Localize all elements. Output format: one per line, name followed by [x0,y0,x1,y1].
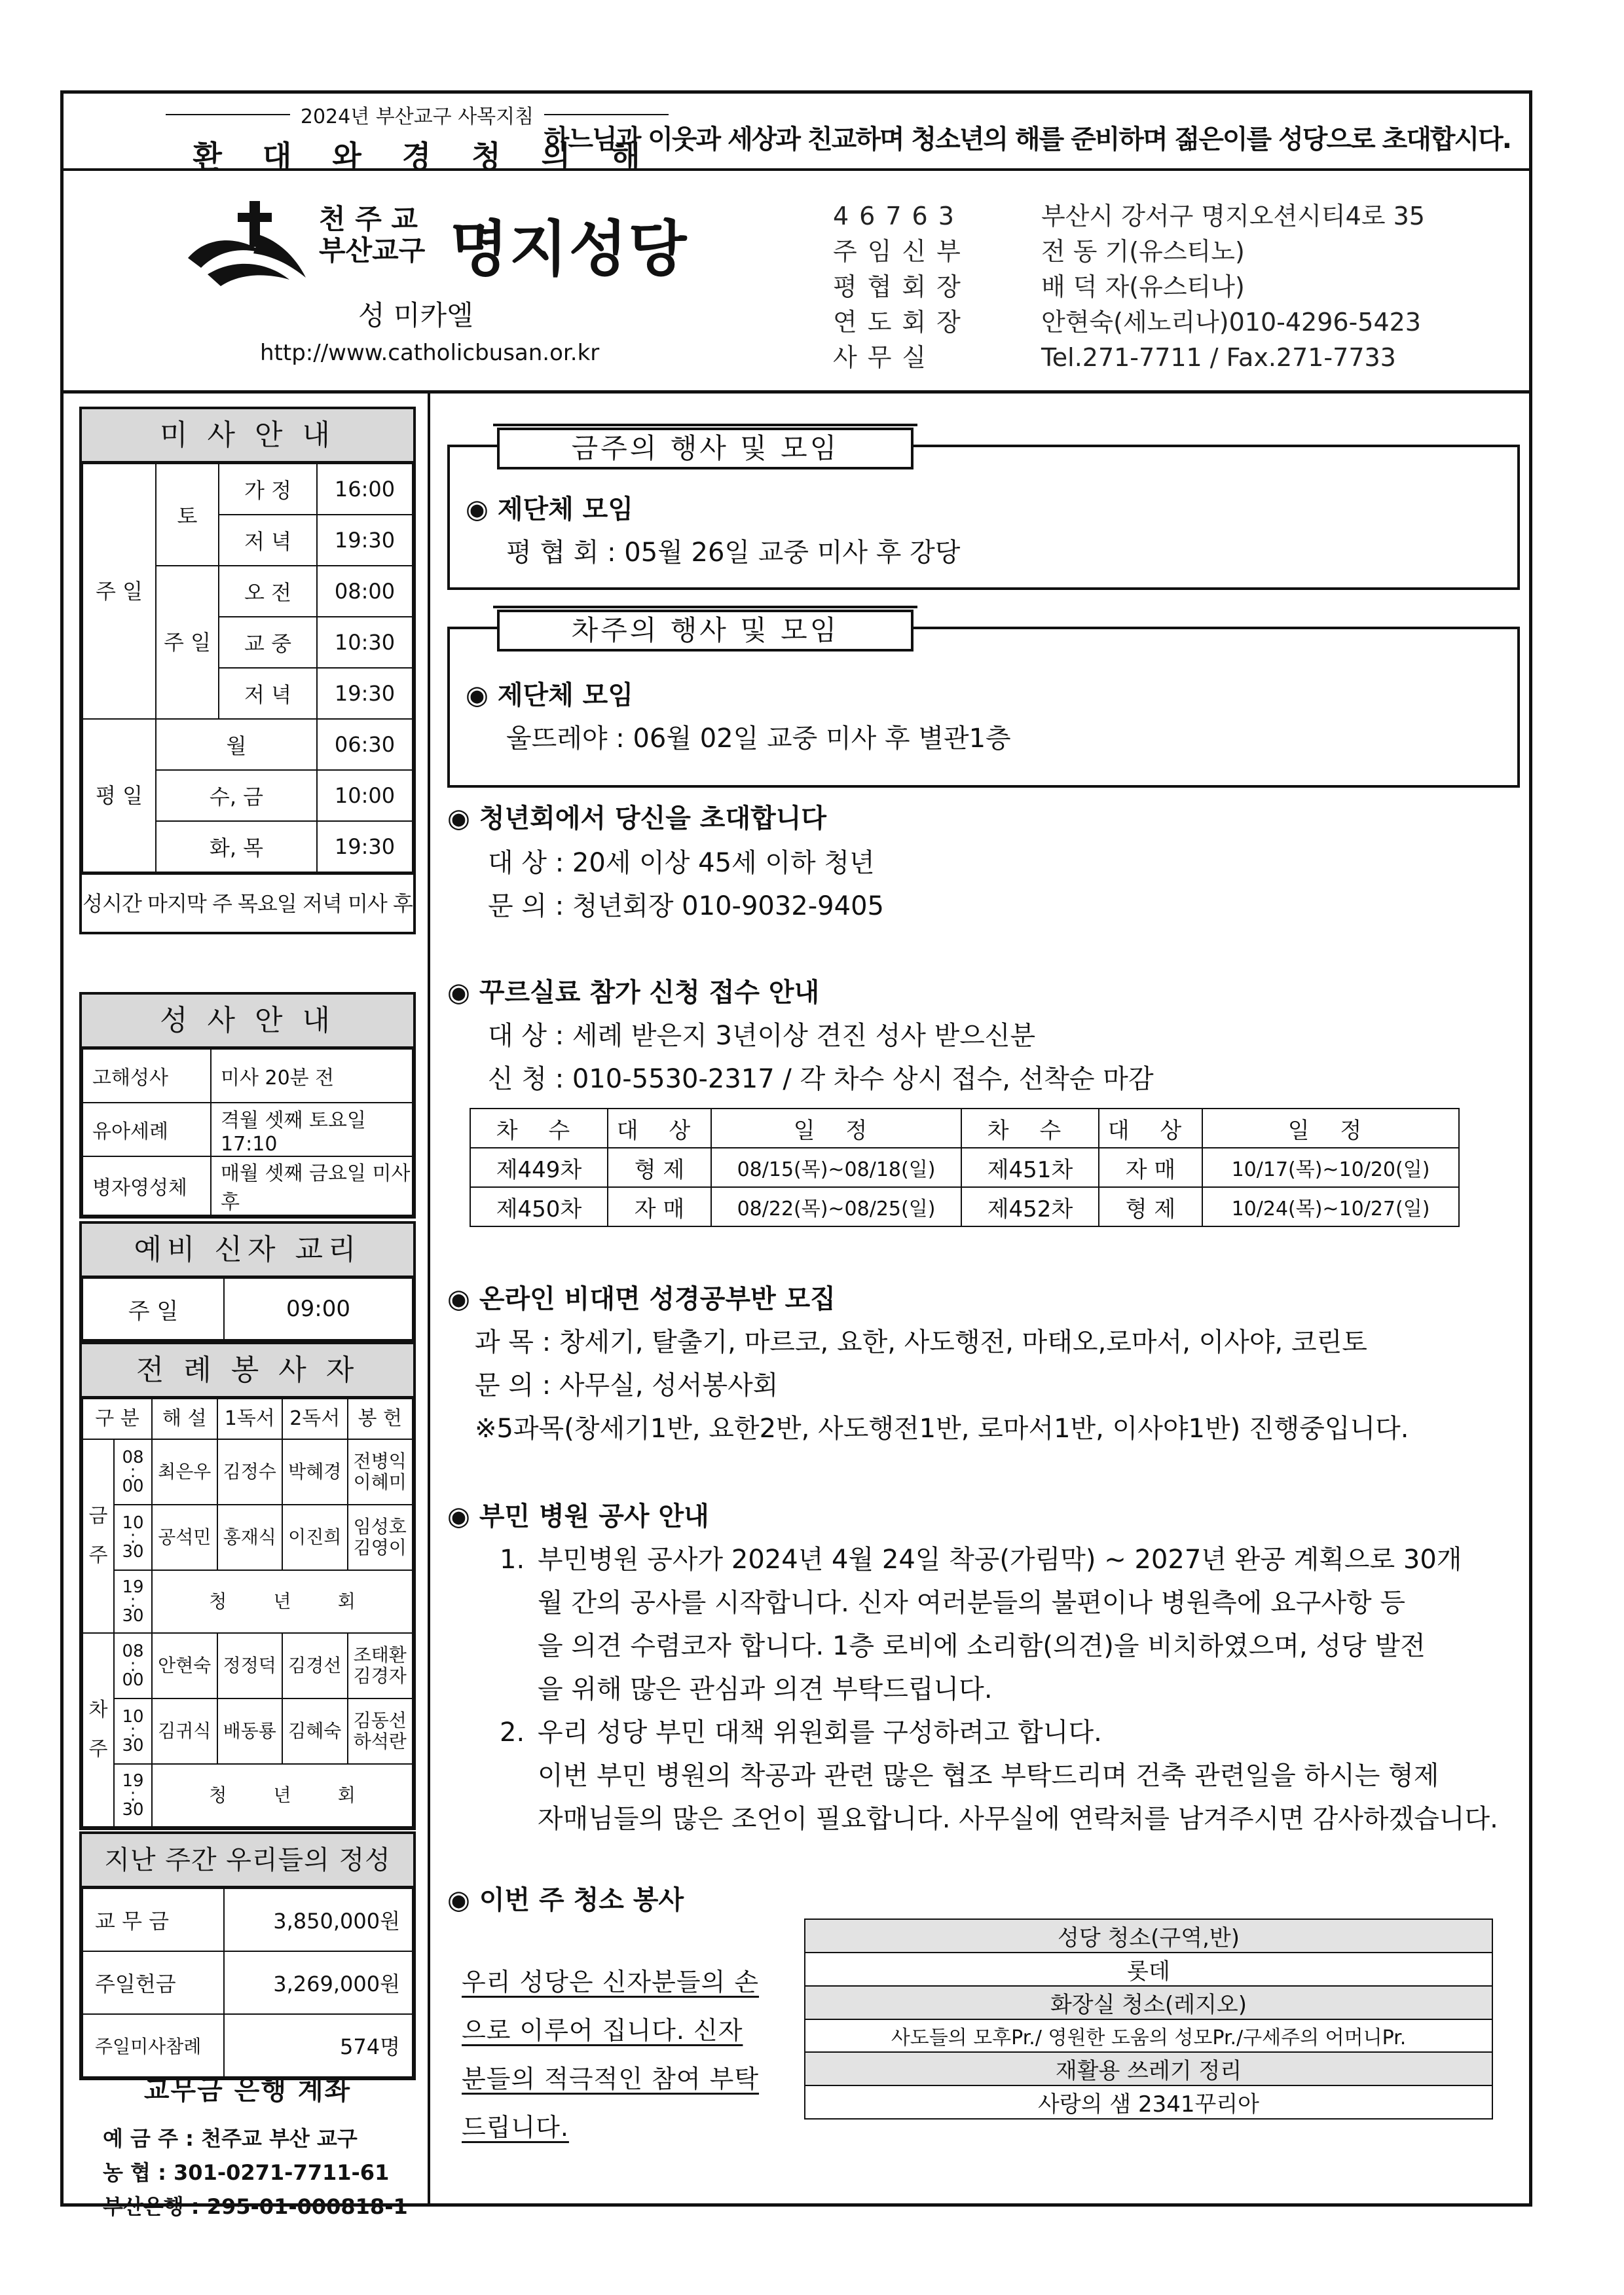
cursillo-cell: 형 제 [1099,1187,1202,1226]
hospital-line: 을 위해 많은 관심과 의견 부탁드립니다. [538,1674,993,1704]
bible-subjects: 과 목 : 창세기, 탈출기, 마르코, 요한, 사도행전, 마태오,로마서, 이사야, 코린토 [475,1327,1367,1357]
this-week-text: 평 협 회 : 05월 26일 교중 미사 후 강당 [506,538,961,568]
parish-header [64,171,1529,394]
bulletin-frame [60,90,1532,2219]
liturgy-title: 전 례 봉 사 자 [82,1344,413,1398]
cursillo-cell: 제450차 [470,1187,608,1226]
cursillo-cell: 자 매 [1099,1148,1202,1187]
org-line-1: 천 주 교 [319,203,418,235]
this-week-events-box [447,432,1520,590]
invite-line: 으로 이루어 집니다. 신자 [462,2016,743,2045]
info-key: 사무실 [833,343,937,372]
cursillo-table [470,1108,1460,1227]
info-key: 평협회장 [833,272,971,301]
mass-name: 오 전 [219,566,317,617]
catechism-box [79,1221,416,1343]
lit-cell: 전병익 이혜미 [348,1439,413,1505]
youth-group-cell: 청 년 회 [152,1764,413,1827]
sacrament-time: 매월 셋째 금요일 미사후 [211,1156,413,1215]
cursillo-header: 일 정 [711,1109,961,1148]
mass-time: 16:00 [317,464,413,515]
holy-hour-note: 성시간 마지막 주 목요일 저녁 미사 후 [82,873,413,932]
parish-motto: 하느님과 이웃과 세상과 친교하며 청소년의 해를 준비하며 젊은이를 성당으로 초대합시다. [544,124,1511,155]
parish-name: 명지성당 [450,214,688,284]
bank-account-box [79,2070,416,2224]
mass-time: 08:00 [317,566,413,617]
lit-time: 10 : 30 [114,1505,152,1570]
invite-line: 분들의 적극적인 참여 부탁 [462,2065,760,2093]
catechism-time: 09:00 [224,1278,413,1340]
sunday-day-label: 주 일 [156,566,219,719]
lit-header: 구 분 [83,1399,152,1439]
cursillo-apply: 신 청 : 010-5530-2317 / 각 차수 상시 접수, 선착순 마감 [488,1064,1154,1094]
mass-time: 10:30 [317,617,413,668]
lit-header: 1독서 [217,1399,283,1439]
hospital-line: 이번 부민 병원의 착공과 관련 많은 협조 부탁드리며 건축 관련일을 하시는 형제 [538,1761,1439,1791]
cleaning-cell: 롯데 [805,1953,1492,1986]
cleaning-cell: 사랑의 샘 2341꾸리아 [805,2085,1492,2119]
offering-name: 교 무 금 [83,1888,224,1951]
cursillo-cell: 제451차 [961,1148,1099,1187]
hospital-para-1 [538,1538,1520,1711]
mass-name: 수, 금 [156,770,317,821]
catechism-title: 예비 신자 교리 [82,1224,413,1277]
cursillo-cell: 제452차 [961,1187,1099,1226]
mass-name: 가 정 [219,464,317,515]
offering-title: 지난 주간 우리들의 정성 [82,1834,413,1888]
cleaning-title: ◉ 이번 주 청소 봉사 [447,1885,684,1915]
hospital-line: 월 간의 공사를 시작합니다. 신자 여러분들의 불편이나 병원측에 요구사항 등 [538,1588,1405,1618]
next-week-tag: 차주의 행사 및 모임 [497,610,913,652]
invite-line: 우리 성당은 신자분들의 손 [462,1968,760,1996]
youth-invite-title: ◉ 청년회에서 당신을 초대합니다 [447,803,826,834]
info-value: 배 덕 자(유스티나) [1041,272,1245,301]
offering-name: 주일미사참례 [83,2014,224,2077]
lit-cell: 최은우 [152,1439,217,1505]
offering-amount: 3,850,000원 [224,1888,413,1951]
lit-time: 10 : 30 [114,1698,152,1764]
cleaning-cell: 사도들의 모후Pr./ 영원한 도움의 성모Pr./구세주의 어머니Pr. [805,2019,1492,2052]
bank-title: 교무금 은행 계좌 [143,2076,352,2106]
youth-target: 대 상 : 20세 이상 45세 이하 청년 [488,848,875,878]
parish-logo [181,196,751,294]
this-week-item: ◉ 제단체 모임 [466,494,633,524]
sacrament-name: 유아세례 [83,1103,211,1156]
weekday-label: 평 일 [83,719,156,872]
cursillo-cell: 형 제 [608,1148,711,1187]
lit-header: 2독서 [282,1399,348,1439]
offering-table [82,1888,413,2078]
sacrament-time: 격월 셋째 토요일 17:10 [211,1103,413,1156]
hospital-line: 우리 성당 부민 대책 위원회를 구성하려고 합니다. [538,1717,1102,1748]
info-key: 주임신부 [833,237,971,266]
sacrament-time: 미사 20분 전 [211,1049,413,1103]
liturgy-box [79,1342,416,1830]
info-value: 부산시 강서구 명지오션시티4로 35 [1041,202,1425,230]
info-row [833,198,1425,234]
bank-line: 예 금 주 : 천주교 부산 교구 [103,2126,358,2151]
youth-contact: 문 의 : 청년회장 010-9032-9405 [488,891,884,921]
diocese-url[interactable]: http://www.catholicbusan.or.kr [260,340,600,366]
offering-amount: 3,269,000원 [224,1951,413,2014]
liturgy-table [82,1398,413,1827]
this-week-label: 금 주 [83,1439,114,1633]
hospital-notice-title: ◉ 부민 병원 공사 안내 [447,1501,709,1532]
lit-cell: 정정덕 [217,1633,283,1698]
mass-table [82,463,413,873]
next-week-text: 울뜨레야 : 06월 02일 교중 미사 후 별관1층 [506,724,1011,754]
info-value: Tel.271-7711 / Fax.271-7733 [1041,343,1396,372]
lit-cell: 박혜경 [282,1439,348,1505]
cursillo-title: ◉ 꾸르실료 참가 신청 접수 안내 [447,978,820,1008]
lit-header: 봉 헌 [348,1399,413,1439]
mass-time: 19:30 [317,668,413,719]
catechism-day: 주 일 [83,1278,224,1340]
cursillo-cell: 10/24(목)~10/27(일) [1202,1187,1459,1226]
jubilee-title: 환대와경청의해 [193,139,681,174]
cursillo-header: 일 정 [1202,1109,1459,1148]
mass-name: 교 중 [219,617,317,668]
cursillo-header: 차 수 [470,1109,608,1148]
hospital-line: 부민병원 공사가 2024년 4월 24일 착공(가림막) ~ 2027년 완공 계획으로 30개 [538,1545,1462,1575]
invite-line: 드립니다. [462,2113,569,2142]
cursillo-cell: 08/22(목)~08/25(일) [711,1187,961,1226]
next-week-events-box [447,614,1520,788]
cursillo-cell: 제449차 [470,1148,608,1187]
saturday-label: 토 [156,464,219,566]
bible-contact: 문 의 : 사무실, 성서봉사회 [475,1370,779,1401]
lit-cell: 임성호 김영이 [348,1505,413,1570]
cursillo-cell: 08/15(목)~08/18(일) [711,1148,961,1187]
lit-cell: 이진희 [282,1505,348,1570]
lit-cell: 안현숙 [152,1633,217,1698]
lit-cell: 김정수 [217,1439,283,1505]
mass-name: 저 녁 [219,668,317,719]
sacrament-name: 고해성사 [83,1049,211,1103]
cleaning-header: 재활용 쓰레기 정리 [805,2052,1492,2085]
info-key: 연도회장 [833,308,971,337]
jubilee-subtitle: 2024년 부산교구 사목지침 [142,100,692,129]
cross-wave-logo-icon [181,196,312,294]
info-row [833,269,1425,304]
cursillo-header: 대 상 [608,1109,711,1148]
lit-cell: 공석민 [152,1505,217,1570]
lit-cell: 홍재식 [217,1505,283,1570]
info-value: 전 동 기(유스티노) [1041,237,1245,266]
next-week-item: ◉ 제단체 모임 [466,680,633,710]
cursillo-cell: 자 매 [608,1187,711,1226]
lit-cell: 조태환 김경자 [348,1633,413,1698]
info-row [833,304,1425,340]
cursillo-header: 차 수 [961,1109,1099,1148]
left-column [64,394,430,2219]
mass-time: 19:30 [317,515,413,566]
patron-saint: 성 미카엘 [358,299,473,331]
org-line-2: 부산교구 [319,234,426,266]
lit-cell: 김혜숙 [282,1698,348,1764]
bible-progress: ※5과목(창세기1반, 요한2반, 사도행전1반, 로마서1반, 이사야1반) 진행중입니다. [475,1414,1409,1444]
info-key: 46763 [833,202,965,230]
cursillo-target: 대 상 : 세례 받은지 3년이상 견진 성사 받으신분 [488,1021,1036,1051]
sacrament-name: 병자영성체 [83,1156,211,1215]
bank-line: 농 협 : 301-0271-7711-61 [103,2160,390,2185]
hospital-num-1: 1. [500,1545,525,1575]
cleaning-table [804,1919,1493,2120]
lit-header: 해 설 [152,1399,217,1439]
mass-title: 미 사 안 내 [82,409,413,463]
offering-box [79,1831,416,2080]
cleaning-header: 성당 청소(구역,반) [805,1919,1492,1953]
hospital-line: 을 의견 수렴코자 합니다. 1층 로비에 소리함(의견)을 비치하였으며, 성당 발전 [538,1631,1426,1661]
lit-cell: 배동룡 [217,1698,283,1764]
lit-time: 19 : 30 [114,1764,152,1827]
info-row [833,340,1425,375]
lit-time: 19 : 30 [114,1570,152,1633]
lit-cell: 김경선 [282,1633,348,1698]
mass-name: 화, 목 [156,821,317,872]
cursillo-cell: 10/17(목)~10/20(일) [1202,1148,1459,1187]
info-row [833,234,1425,269]
lit-time: 08 : 00 [114,1633,152,1698]
hospital-num-2: 2. [500,1717,525,1748]
parish-org [319,204,425,266]
parish-contact-info [833,198,1425,375]
next-week-label: 차 주 [83,1633,114,1827]
catechism-table [82,1277,413,1340]
bank-line: 부산은행 : 295-01-000818-1 [103,2194,408,2219]
mass-name: 저 녁 [219,515,317,566]
mass-name: 월 [156,719,317,770]
sacrament-box [79,992,416,1219]
cleaning-invite-text [462,1958,777,2152]
bible-study-title: ◉ 온라인 비대면 성경공부반 모집 [447,1284,836,1314]
offering-amount: 574명 [224,2014,413,2077]
top-bar [64,94,1529,174]
mass-time: 10:00 [317,770,413,821]
lit-time: 08 : 00 [114,1439,152,1505]
offering-name: 주일헌금 [83,1951,224,2014]
cleaning-header: 화장실 청소(레지오) [805,1986,1492,2019]
lit-cell: 김동선 하석란 [348,1698,413,1764]
sacrament-table [82,1048,413,1216]
mass-time: 06:30 [317,719,413,770]
hospital-para-2 [538,1711,1520,1841]
cursillo-header: 대 상 [1099,1109,1202,1148]
hospital-line: 자매님들의 많은 조언이 필요합니다. 사무실에 연락처를 남겨주시면 감사하겠습니다. [538,1804,1498,1834]
sunday-label: 주 일 [83,464,156,719]
info-value: 안현숙(세노리나)010-4296-5423 [1041,308,1421,337]
mass-schedule-box [79,407,416,934]
lit-cell: 김귀식 [152,1698,217,1764]
sacrament-title: 성 사 안 내 [82,995,413,1048]
mass-time: 19:30 [317,821,413,872]
this-week-tag: 금주의 행사 및 모임 [497,428,913,469]
youth-group-cell: 청 년 회 [152,1570,413,1633]
